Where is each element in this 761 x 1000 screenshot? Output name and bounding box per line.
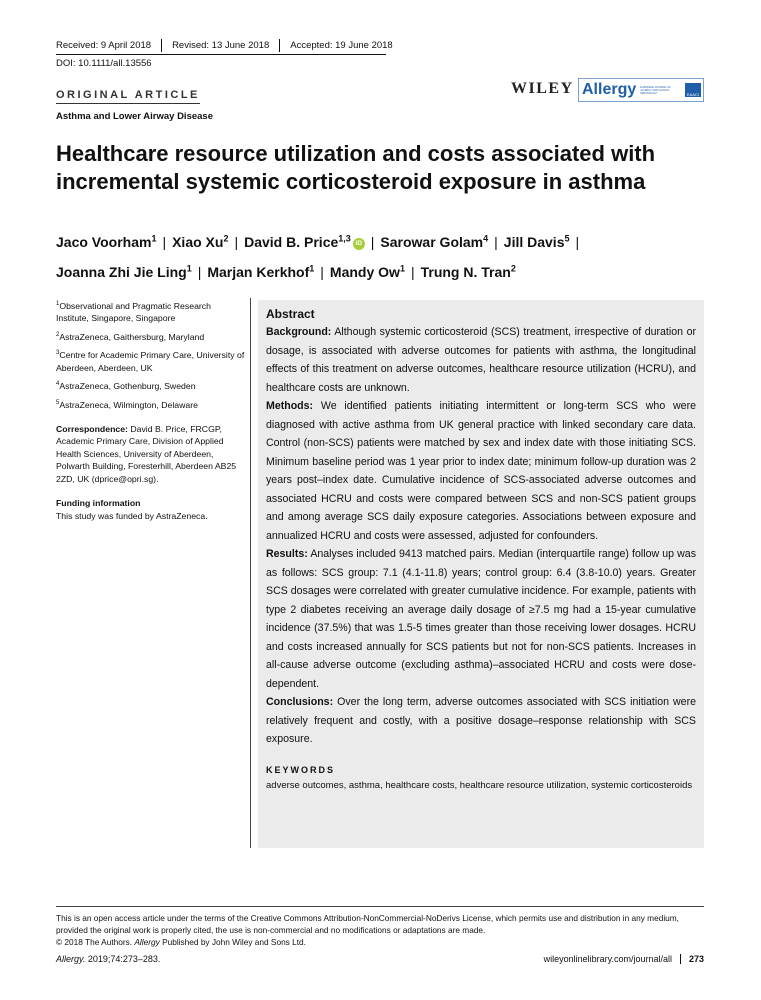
abstract-background: Background: Although systemic corticosteroid (SCS) treatment, irrespective of duration or dosage, is associated with adverse outcomes for patients with asthma, the longitudinal effects of this treatment on adverse outcomes, healthcare resource utilization (HCRU), and healthcare costs are unknown. bbox=[266, 326, 696, 394]
copyright: © 2018 The Authors. Allergy Published by John Wiley and Sons Ltd. bbox=[56, 937, 306, 947]
funding-information bbox=[56, 497, 246, 522]
author-list: Jaco Voorham$^1$ | Xiao Xu$^2$ | David B. Price$^{1,3}$iD | Sarowar Golam$^4$ | Jill Davis$^5$ | Joanna Zhi Jie Ling$^1$ | Marjan Kerkhof$^1$ | Mandy Ow$^1$ | Trung N. Tran$^2$ bbox=[56, 233, 580, 281]
author[interactable]: Xiao Xu$^2$ bbox=[172, 233, 229, 250]
author[interactable]: Joanna Zhi Jie Ling$^1$ bbox=[56, 263, 192, 281]
affiliation: $^3$Centre for Academic Primary Care, University of Aberdeen, Aberdeen, UK bbox=[56, 350, 245, 373]
abstract-heading: Abstract bbox=[266, 307, 315, 321]
author[interactable]: Sarowar Golam$^4$ bbox=[380, 233, 489, 250]
journal-subtitle: EUROPEAN JOURNAL OF ALLERGY AND CLINICAL IMMUNOLOGY bbox=[640, 85, 671, 95]
abstract-results: Results: Analyses included 9413 matched pairs. Median (interquartile range) follow up was as follows: SCS group: 7.1 (4.1-11.8) years; control group: 6.4 (3.8-10.0) years. Greater SCS dosages were correlated with greater cumulative incidence. For example, patients with type 2 diabetes receiving an average daily dosage of ≥7.5 mg had a 15-year cumulative incidence (37.5%) that was 1.5-5 times greater than those receiving lower dosages. HCRU and costs increased annually for SCS patients but not for non-SCS patients. Increases in all-cause adverse outcome (excluding asthma)–associated HCRU and costs were dose-dependent. bbox=[266, 548, 696, 690]
article-title: Healthcare resource utilization and costs associated with incremental systemic corticosteroid exposure in asthma bbox=[56, 141, 656, 194]
abstract-box bbox=[258, 300, 704, 848]
dates-divider bbox=[56, 54, 386, 55]
citation: Allergy. 2019;74:273–283. bbox=[56, 954, 161, 964]
footnote-divider bbox=[56, 906, 704, 907]
author[interactable]: Trung N. Tran$^2$ bbox=[420, 263, 516, 281]
journal-logo[interactable] bbox=[578, 78, 704, 102]
revised-date: Revised: 13 June 2018 bbox=[161, 39, 279, 52]
doi[interactable]: DOI: 10.1111/all.13556 bbox=[56, 58, 152, 69]
correspondence: Correspondence: David B. Price, FRCGP, Academic Primary Care, Division of Applied Health Sciences, University of Aberdeen, Polwarth Building, Foresterhill, Aberdeen AB25 2ZD, UK (dprice@opri.sg). bbox=[56, 423, 237, 484]
page-number: 273 bbox=[680, 954, 704, 964]
funding-text: This study was funded by AstraZeneca. bbox=[56, 510, 208, 521]
affiliation: $^1$Observational and Pragmatic Research Institute, Singapore, Singapore bbox=[56, 300, 211, 324]
journal-url[interactable]: wileyonlinelibrary.com/journal/all bbox=[543, 954, 672, 964]
received-date: Received: 9 April 2018 bbox=[56, 40, 152, 51]
article-dates bbox=[56, 39, 403, 52]
accepted-date: Accepted: 19 June 2018 bbox=[279, 39, 402, 52]
orcid-icon[interactable]: iD bbox=[353, 238, 365, 250]
article-info-sidebar bbox=[56, 298, 246, 522]
license-text: This is an open access article under the terms of the Creative Commons Attribution-NonCommercial-NoDerivs License, which permits use and distribution in any medium, provided the original work is properly cited, the use is non-commercial and no modifications or adaptations are made. bbox=[56, 913, 679, 935]
license-footnote bbox=[56, 912, 706, 948]
column-divider bbox=[250, 298, 251, 848]
author[interactable]: Mandy Ow$^1$ bbox=[329, 263, 405, 281]
eaaci-logo-icon: EAACI bbox=[685, 83, 701, 97]
author[interactable]: Marjan Kerkhof$^1$ bbox=[207, 263, 315, 281]
author[interactable]: David B. Price$^{1,3}$iD bbox=[244, 234, 365, 250]
affiliation: $^5$AstraZeneca, Wilmington, Delaware bbox=[56, 399, 198, 410]
article-type: ORIGINAL ARTICLE bbox=[56, 89, 200, 104]
funding-label: Funding information bbox=[56, 498, 141, 509]
affiliation: $^4$AstraZeneca, Gothenburg, Sweden bbox=[56, 381, 196, 392]
author[interactable]: Jill Davis$^5$ bbox=[503, 233, 570, 250]
keywords: adverse outcomes, asthma, healthcare costs, healthcare resource utilization, systemic corticosteroids bbox=[266, 779, 693, 791]
publisher-logo[interactable]: WILEY bbox=[511, 80, 574, 97]
abstract-conclusions: Conclusions: Over the long term, adverse outcomes associated with SCS initiation were relatively frequent and costly, with a positive dosage–response relationship with SCS exposure. bbox=[266, 696, 696, 745]
article-section: Asthma and Lower Airway Disease bbox=[56, 111, 213, 122]
abstract-methods: Methods: We identified patients initiating intermittent or long-term SCS who were diagnosed with active asthma from UK general practice with linked secondary care data. Control (non-SCS) patients were matched by sex and index date with those initiating SCS. Minimum baseline period was 1 year prior to index date; minimum follow-up duration was 2 years post–index date. Cumulative incidence of SCS-associated adverse outcomes and associated HCRU and costs were compared between SCS and non-SCS patient groups and among average SCS daily exposure categories. Associations between exposure and annualized HCRU and costs were assessed, adjusted for confounders. bbox=[266, 400, 696, 542]
journal-name: Allergy bbox=[582, 81, 637, 98]
affiliation: $^2$AstraZeneca, Gaithersburg, Maryland bbox=[56, 331, 205, 342]
keywords-heading: KEYWORDS bbox=[266, 764, 336, 775]
author[interactable]: Jaco Voorham$^1$ bbox=[56, 233, 157, 250]
